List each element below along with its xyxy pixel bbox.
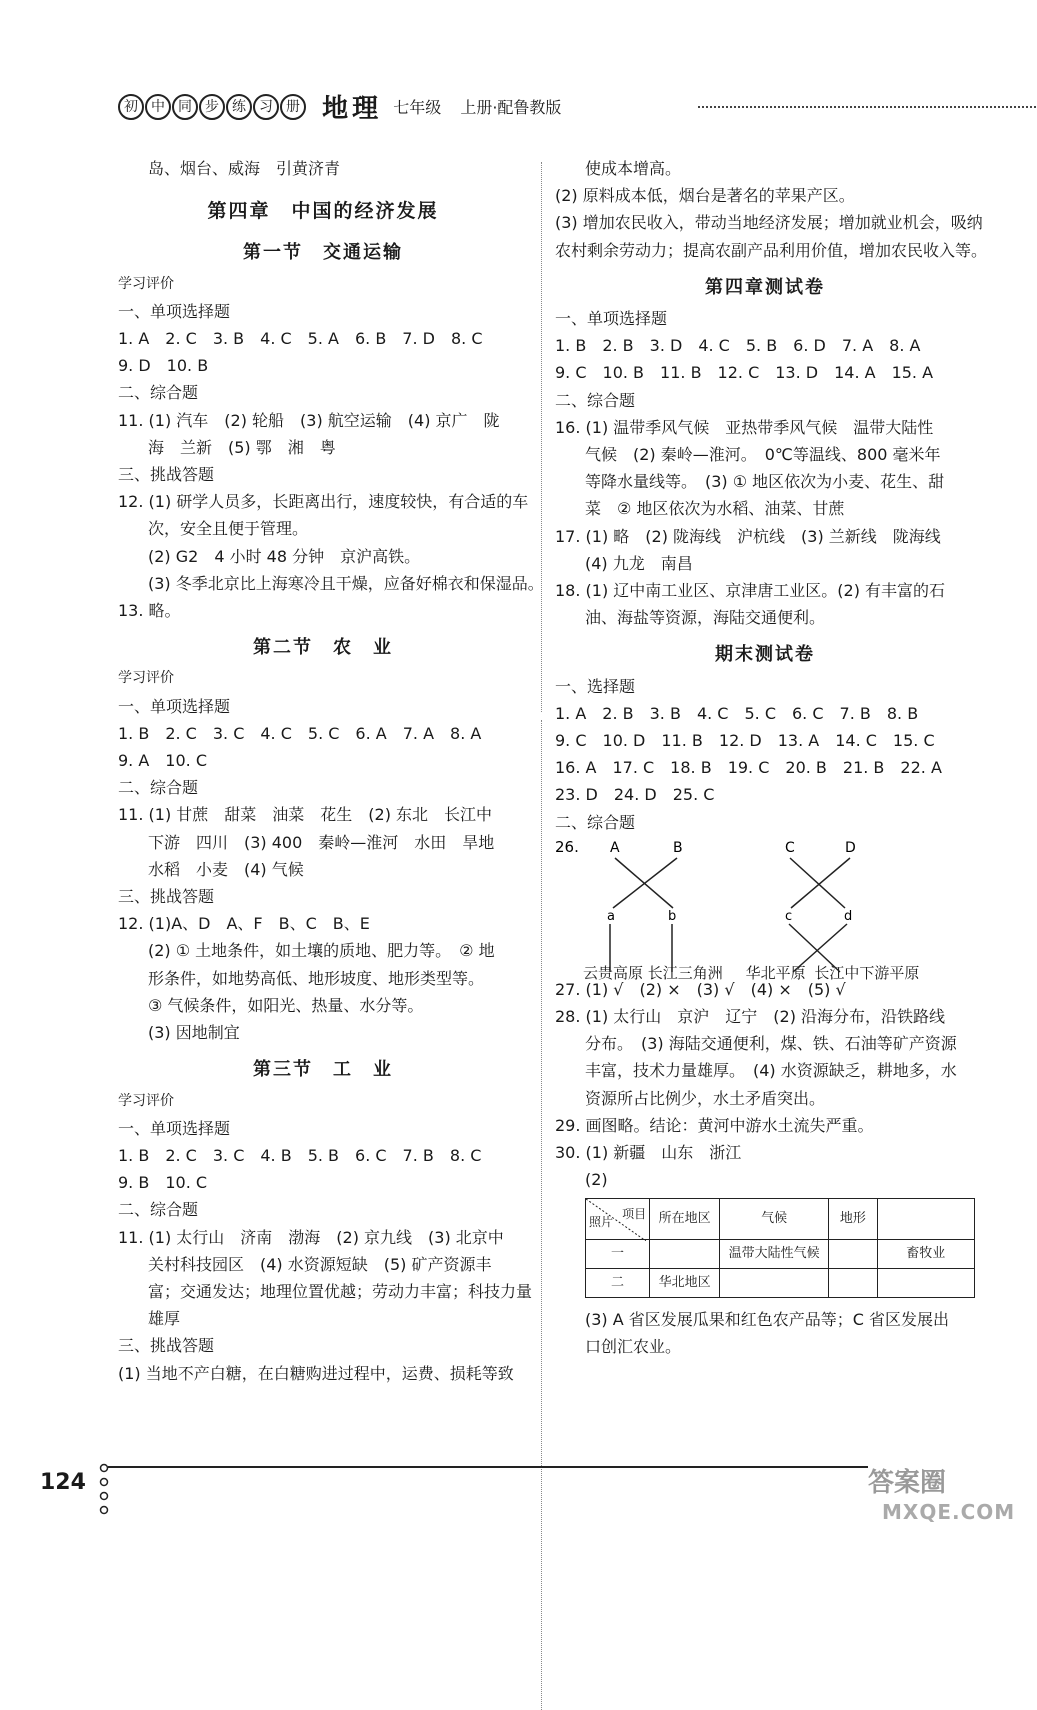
- answer-line: 丰富，技术力量雄厚。 (4) 水资源缺乏，耕地多，水: [585, 1061, 957, 1081]
- section-title: 第三节 工 业: [253, 1059, 393, 1081]
- grade-label: 七年级: [393, 98, 442, 117]
- answer-line: (2) ① 土地条件，如土壤的质地、肥力等。 ② 地: [148, 941, 495, 961]
- table-header: 所在地区: [650, 1198, 720, 1239]
- footer-rule: [108, 1466, 868, 1468]
- answer-line: 一、选择题: [555, 676, 636, 696]
- right-column: [555, 155, 988, 1360]
- chapter-title: 第四章 中国的经济发展: [207, 200, 439, 223]
- answer-line: 关村科技园区 (4) 水资源短缺 (5) 矿产资源丰: [148, 1254, 492, 1274]
- answer-line: 28. (1) 太行山 京沪 辽宁 (2) 沿海分布，沿铁路线: [555, 1007, 946, 1027]
- answer-line: ③ 气候条件，如阳光、热量、水分等。: [148, 995, 424, 1015]
- answer-line: 一、单项选择题: [118, 1118, 231, 1138]
- bottom-label: 华北平原: [745, 963, 806, 982]
- header-dotted-rule: [698, 106, 1037, 108]
- corner-bottom-label: 照片: [589, 1215, 614, 1230]
- bottom-label: 长江中下游平原: [814, 963, 920, 982]
- section-title: 第二节 农 业: [253, 637, 393, 659]
- page-number: 124: [40, 1470, 86, 1495]
- mid-label: b: [668, 908, 677, 924]
- table-header: 气候: [720, 1198, 829, 1239]
- answer-line: 气候 (2) 秦岭—淮河。 0℃等温线、800 毫米年: [585, 445, 941, 465]
- table-cell: [829, 1268, 877, 1297]
- answer-line: 11. (1) 甘蔗 甜菜 油菜 花生 (2) 东北 长江中: [118, 805, 493, 825]
- answer-line: 27. (1) √ (2) × (3) √ (4) × (5) √: [555, 979, 846, 999]
- answer-line: (3) 增加农民收入，带动当地经济发展；增加就业机会，吸纳: [555, 213, 983, 233]
- answer-line: (3) A 省区发展瓜果和红色农产品等；C 省区发展出: [585, 1309, 950, 1329]
- answer-line: 三、挑战答题: [118, 1336, 215, 1356]
- bottom-label: 长江三角洲: [647, 963, 723, 982]
- answer-line: 23. D 24. D 25. C: [555, 785, 715, 805]
- answer-table: [585, 1198, 975, 1298]
- answer-line: 13. 略。: [118, 601, 181, 621]
- answer-line: 9. C 10. B 11. B 12. C 13. D 14. A 15. A: [555, 363, 934, 383]
- series-char-badge: 中: [145, 94, 171, 120]
- table-cell: [650, 1239, 720, 1268]
- answer-line: 次，安全且便于管理。: [148, 519, 309, 539]
- right-column-bottom: [555, 976, 975, 1194]
- section-title: 第一节 交通运输: [243, 242, 403, 264]
- right-column-end: [555, 1306, 975, 1360]
- top-label: A: [610, 839, 620, 856]
- table-cell: 华北地区: [650, 1268, 720, 1297]
- answer-line: 二、综合题: [118, 383, 199, 403]
- answer-line: 等降水量线等。 (3) ① 地区依次为小麦、花生、甜: [585, 472, 945, 492]
- answer-line: 1. A 2. B 3. B 4. C 5. C 6. C 7. B 8. B: [555, 703, 919, 723]
- answer-line: 12. (1)A、D A、F B、C B、E: [118, 914, 370, 934]
- answer-line: 18. (1) 辽中南工业区、京津唐工业区。(2) 有丰富的石: [555, 581, 946, 601]
- answer-line: (3) 冬季北京比上海寒冷且干燥，应备好棉衣和保湿品。: [148, 573, 544, 593]
- watermark-url: MXQE.COM: [882, 1500, 1016, 1524]
- answer-line: 雄厚: [148, 1309, 181, 1329]
- left-column: [118, 155, 544, 1387]
- answer-line: 形条件，如地势高低、地形坡度、地形类型等。: [148, 968, 485, 988]
- answer-line: 学习评价: [118, 670, 174, 687]
- subject-title: 地理: [322, 94, 383, 124]
- corner-top-label: 项目: [622, 1206, 647, 1221]
- series-char-badge: 初: [118, 94, 144, 120]
- section-title: 期末测试卷: [715, 644, 815, 666]
- answer-line: 一、单项选择题: [118, 696, 231, 716]
- top-label: B: [673, 839, 683, 856]
- answer-line: 口创汇农业。: [585, 1336, 682, 1356]
- answer-line: 一、单项选择题: [555, 309, 668, 329]
- answer-line: 岛、烟台、威海 引黄济青: [148, 159, 341, 178]
- answer-line: 1. B 2. C 3. C 4. C 5. C 6. A 7. A 8. A: [118, 723, 482, 743]
- answer-line: 9. D 10. B: [118, 356, 209, 376]
- column-divider: [541, 720, 542, 1710]
- table-header: 地形: [829, 1198, 877, 1239]
- answer-line: 学习评价: [118, 275, 174, 292]
- question-number: 26.: [555, 837, 579, 856]
- answer-line: 富；交通发达；地理位置优越；劳动力丰富；科技力量: [148, 1281, 533, 1301]
- mid-label: c: [785, 908, 793, 924]
- volume-label: 上册·配鲁教版: [460, 98, 562, 117]
- answer-line: 11. (1) 汽车 (2) 轮船 (3) 航空运输 (4) 京广 陇: [118, 410, 500, 430]
- answer-line: 9. B 10. C: [118, 1173, 208, 1193]
- series-char-badge: 习: [253, 94, 279, 120]
- answer-line: (3) 因地制宜: [148, 1023, 240, 1043]
- answer-line: 1. A 2. C 3. B 4. C 5. A 6. B 7. D 8. C: [118, 329, 483, 349]
- answer-line: 菜 ② 地区依次为水稻、油菜、甘蔗: [585, 499, 845, 519]
- table-corner-cell: [586, 1198, 650, 1239]
- answer-line: 12. (1) 研学人员多，长距离出行，速度较快，有合适的车: [118, 492, 529, 512]
- answer-line: 使成本增高。: [585, 159, 682, 178]
- answer-line: 1. B 2. C 3. C 4. B 5. B 6. C 7. B 8. C: [118, 1145, 482, 1165]
- page-header: [118, 88, 1037, 122]
- series-char-badge: 同: [172, 94, 198, 120]
- answer-line: 30. (1) 新疆 山东 浙江: [555, 1143, 742, 1163]
- answer-line: 农村剩余劳动力；提高农副产品利用价值，增加农民收入等。: [555, 240, 988, 260]
- series-char-badge: 练: [226, 94, 252, 120]
- answer-line: 油、海盐等资源，海陆交通便利。: [585, 608, 826, 628]
- answer-line: 三、挑战答题: [118, 465, 215, 485]
- answer-line: 资源所占比例少，水土矛盾突出。: [585, 1088, 826, 1108]
- mid-label: a: [607, 908, 615, 924]
- footer-ornament: [97, 1460, 111, 1524]
- bottom-labels: [583, 960, 919, 987]
- watermark-logo: 答案圈: [868, 1468, 947, 1498]
- answer-line: 水稻 小麦 (4) 气候: [148, 859, 304, 879]
- top-label: D: [845, 839, 856, 856]
- right-column-top: [555, 155, 988, 836]
- answer-line: 分布。 (3) 海陆交通便利，煤、铁、石油等矿产资源: [585, 1034, 957, 1054]
- table-cell: 一: [586, 1239, 650, 1268]
- answer-line: 二、综合题: [555, 390, 636, 410]
- answer-line: 11. (1) 太行山 济南 渤海 (2) 京九线 (3) 北京中: [118, 1227, 504, 1247]
- table-row: [586, 1268, 975, 1297]
- top-label: C: [785, 839, 795, 856]
- answer-line: 16. (1) 温带季风气候 亚热带季风气候 温带大陆性: [555, 417, 934, 437]
- table-cell: 温带大陆性气候: [720, 1239, 829, 1268]
- column-divider: [541, 162, 542, 712]
- table-cell: 二: [586, 1268, 650, 1297]
- answer-line: 二、综合题: [555, 812, 636, 832]
- answer-line: 1. B 2. B 3. D 4. C 5. B 6. D 7. A 8. A: [555, 336, 921, 356]
- answer-line: 二、综合题: [118, 778, 199, 798]
- answer-line: 9. A 10. C: [118, 751, 208, 771]
- table-cell: [829, 1239, 877, 1268]
- answer-line: (4) 九龙 南昌: [585, 553, 693, 573]
- table-cell: [720, 1268, 829, 1297]
- answer-line: 海 兰新 (5) 鄂 湘 粤: [148, 437, 336, 457]
- matching-diagram: [555, 836, 955, 982]
- answer-line: 16. A 17. C 18. B 19. C 20. B 21. B 22. A: [555, 758, 942, 778]
- answer-line: 二、综合题: [118, 1200, 199, 1220]
- answer-line: 三、挑战答题: [118, 887, 215, 907]
- table-header: [877, 1198, 974, 1239]
- answer-line: (2) 原料成本低，烟台是著名的苹果产区。: [555, 186, 855, 206]
- bottom-label: 云贵高原: [583, 963, 644, 982]
- table-cell: 畜牧业: [877, 1239, 974, 1268]
- section-title: 第四章测试卷: [705, 276, 825, 298]
- answer-line: 下游 四川 (3) 400 秦岭—淮河 水田 旱地: [148, 832, 495, 852]
- mid-label: d: [844, 908, 853, 924]
- series-char-badge: 册: [280, 94, 306, 120]
- answer-line: 9. C 10. D 11. B 12. D 13. A 14. C 15. C: [555, 731, 935, 751]
- answer-line: (2): [585, 1170, 608, 1190]
- answer-line: 29. 画图略。结论：黄河中游水土流失严重。: [555, 1115, 874, 1135]
- answer-line: 学习评价: [118, 1092, 174, 1109]
- table-cell: [877, 1268, 974, 1297]
- table-row: [586, 1239, 975, 1268]
- answer-line: (1) 当地不产白糖，在白糖购进过程中，运费、损耗等致: [118, 1363, 514, 1383]
- series-title: [118, 96, 307, 115]
- answer-line: (2) G2 4 小时 48 分钟 京沪高铁。: [148, 546, 421, 566]
- answer-line: 一、单项选择题: [118, 301, 231, 321]
- answer-line: 17. (1) 略 (2) 陇海线 沪杭线 (3) 兰新线 陇海线: [555, 526, 941, 546]
- series-char-badge: 步: [199, 94, 225, 120]
